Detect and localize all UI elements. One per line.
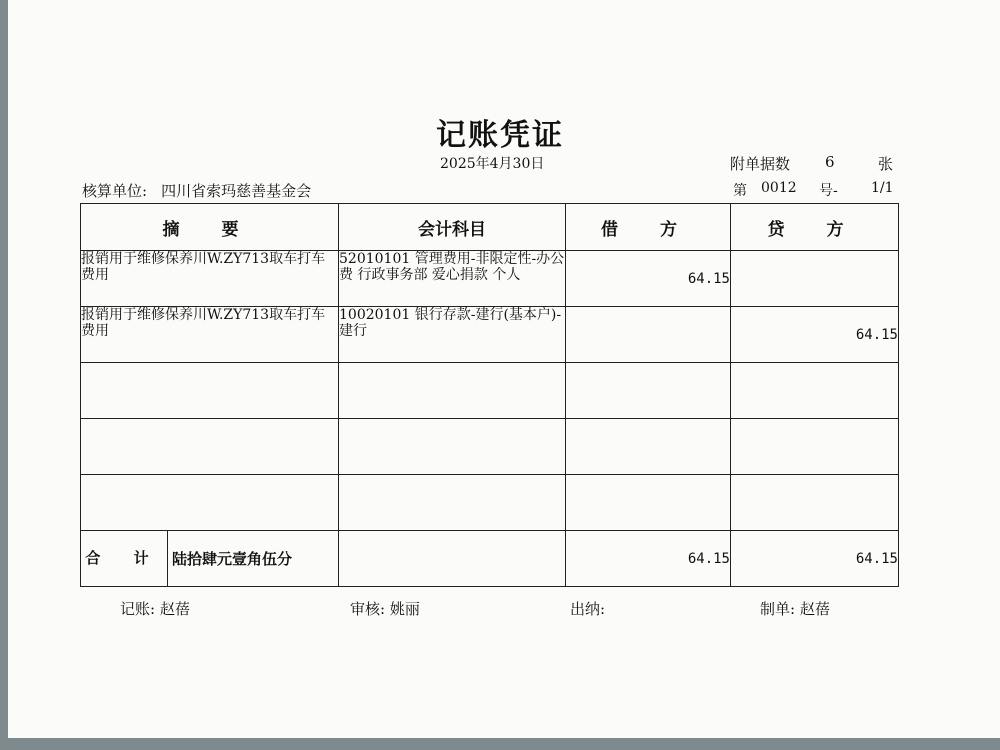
voucher-table bbox=[80, 203, 899, 587]
header-account: 会计科目 bbox=[339, 204, 566, 251]
auditor: 审核: 姚丽 bbox=[350, 600, 420, 618]
header-summary: 摘 要 bbox=[81, 204, 339, 251]
table-row bbox=[81, 363, 899, 419]
total-in-words: 陆拾肆元壹角伍分 bbox=[172, 550, 293, 568]
total-account-blank bbox=[339, 531, 566, 587]
entry-debit bbox=[566, 363, 731, 419]
attachments-label: 附单据数 bbox=[730, 155, 791, 173]
total-cell bbox=[81, 531, 339, 587]
voucher-date: 2025年4月30日 bbox=[440, 156, 545, 172]
entry-account bbox=[339, 475, 566, 531]
table-row bbox=[81, 307, 899, 363]
entry-credit: 64.15 bbox=[731, 307, 899, 363]
entry-credit bbox=[731, 363, 899, 419]
total-credit: 64.15 bbox=[731, 531, 899, 587]
voucher-number-value: 0012 bbox=[761, 180, 797, 196]
accounting-unit-label: 核算单位: bbox=[82, 182, 148, 200]
entry-debit bbox=[566, 475, 731, 531]
entry-account: 10020101 银行存款-建行(基本户)-建行 bbox=[339, 307, 566, 363]
header-debit: 借 方 bbox=[566, 204, 731, 251]
entry-account: 52010101 管理费用-非限定性-办公费 行政事务部 爱心捐款 个人 bbox=[339, 251, 566, 307]
attachments-unit: 张 bbox=[878, 155, 894, 173]
entry-summary: 报销用于维修保养川W.ZY713取车打车费用 bbox=[81, 251, 339, 307]
bookkeeper: 记账: 赵蓓 bbox=[120, 600, 190, 618]
entry-credit bbox=[731, 419, 899, 475]
entry-credit bbox=[731, 251, 899, 307]
accounting-unit bbox=[82, 180, 311, 201]
voucher-page: 1/1 bbox=[871, 180, 894, 196]
entry-summary bbox=[81, 475, 339, 531]
attachments-count: 6 bbox=[825, 153, 835, 171]
header-credit: 贷 方 bbox=[731, 204, 899, 251]
table-row bbox=[81, 419, 899, 475]
entry-summary: 报销用于维修保养川W.ZY713取车打车费用 bbox=[81, 307, 339, 363]
entry-debit bbox=[566, 419, 731, 475]
entry-debit: 64.15 bbox=[566, 251, 731, 307]
preparer: 制单: 赵蓓 bbox=[760, 600, 830, 618]
entry-credit bbox=[731, 475, 899, 531]
total-row bbox=[81, 531, 899, 587]
entry-account bbox=[339, 363, 566, 419]
voucher-number-prefix: 第 bbox=[733, 183, 747, 199]
entry-summary bbox=[81, 363, 339, 419]
voucher-title: 记账凭证 bbox=[436, 118, 564, 153]
entry-account bbox=[339, 419, 566, 475]
total-debit: 64.15 bbox=[566, 531, 731, 587]
table-header-row bbox=[81, 204, 899, 251]
voucher-number-suffix: 号- bbox=[819, 183, 838, 199]
accounting-unit-name: 四川省索玛慈善基金会 bbox=[161, 182, 312, 200]
entry-summary bbox=[81, 419, 339, 475]
entry-debit bbox=[566, 307, 731, 363]
total-label: 合 计 bbox=[81, 531, 168, 586]
table-row bbox=[81, 251, 899, 307]
cashier: 出纳: bbox=[570, 600, 606, 618]
table-row bbox=[81, 475, 899, 531]
